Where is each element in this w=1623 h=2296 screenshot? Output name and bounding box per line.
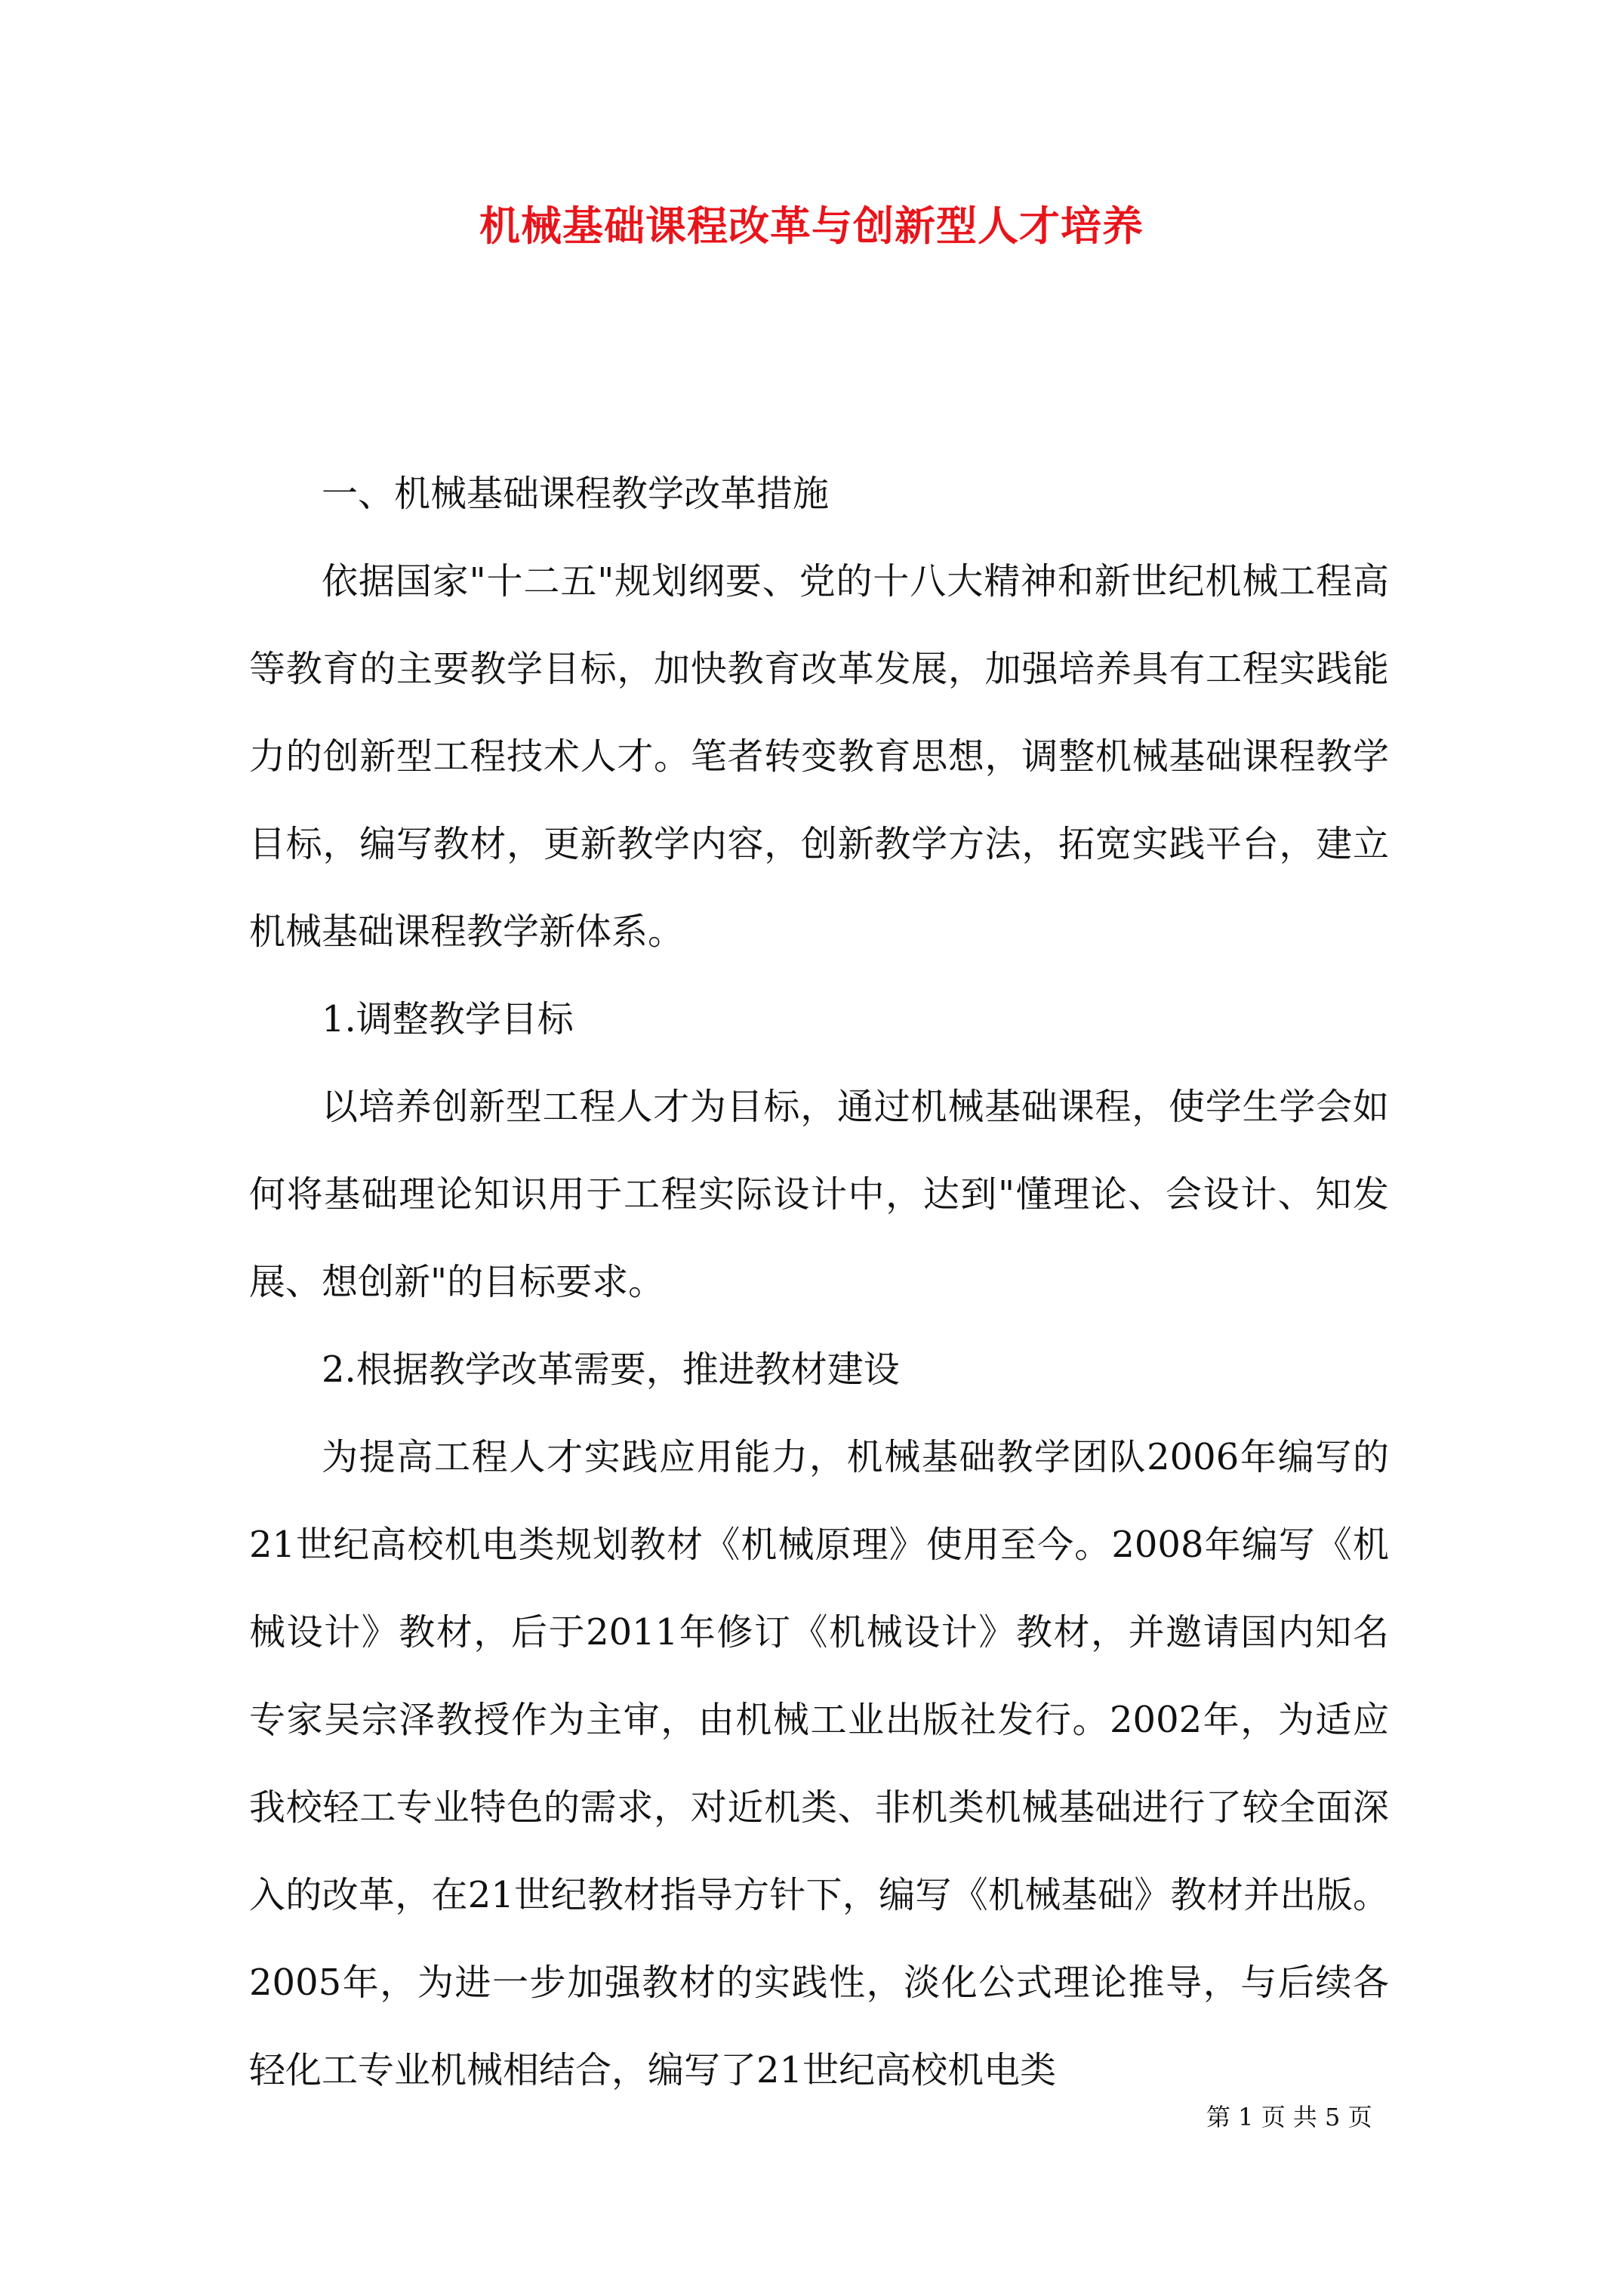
paragraph: 依据国家"十二五"规划纲要、党的十八大精神和新世纪机械工程高等教育的主要教学目标，加快教育改革发展，加强培养具有工程实践能力的创新型工程技术人才。笔者转变教育思想，调整机械基础课程教学目标，编写教材，更新教学内容，创新教学方法，拓宽实践平台，建立机械基础课程教学新体系。 xyxy=(249,560,1389,953)
subsection-heading: 2.根据教学改革需要，推进教材建设 xyxy=(322,1348,900,1391)
section-heading: 一、机械基础课程教学改革措施 xyxy=(322,473,830,515)
paragraph: 以培养创新型工程人才为目标，通过机械基础课程，使学生学会如何将基础理论知识用于工程实际设计中，达到"懂理论、会设计、知发展、想创新"的目标要求。 xyxy=(249,1086,1389,1303)
document-body xyxy=(249,450,1389,2114)
subsection-heading: 1.调整教学目标 xyxy=(322,998,574,1040)
paragraph: 为提高工程人才实践应用能力，机械基础教学团队2006年编写的21世纪高校机电类规划教材《机械原理》使用至今。2008年编写《机械设计》教材，后于2011年修订《机械设计》教材，并邀请国内知名专家吴宗泽教授作为主审，由机械工业出版社发行。2002年，为适应我校轻工专业特色的需求，对近机类、非机类机械基础进行了较全面深入的改革，在21世纪教材指导方针下，编写《机械基础》教材并出版。2005年，为进一步加强教材的实践性，淡化公式理论推导，与后续各轻化工专业机械相结合，编写了21世纪高校机电类 xyxy=(249,1436,1389,2091)
document-title: 机械基础课程改革与创新型人才培养 xyxy=(479,202,1144,250)
page-number-footer: 第 1 页 共 5 页 xyxy=(1206,2103,1372,2131)
